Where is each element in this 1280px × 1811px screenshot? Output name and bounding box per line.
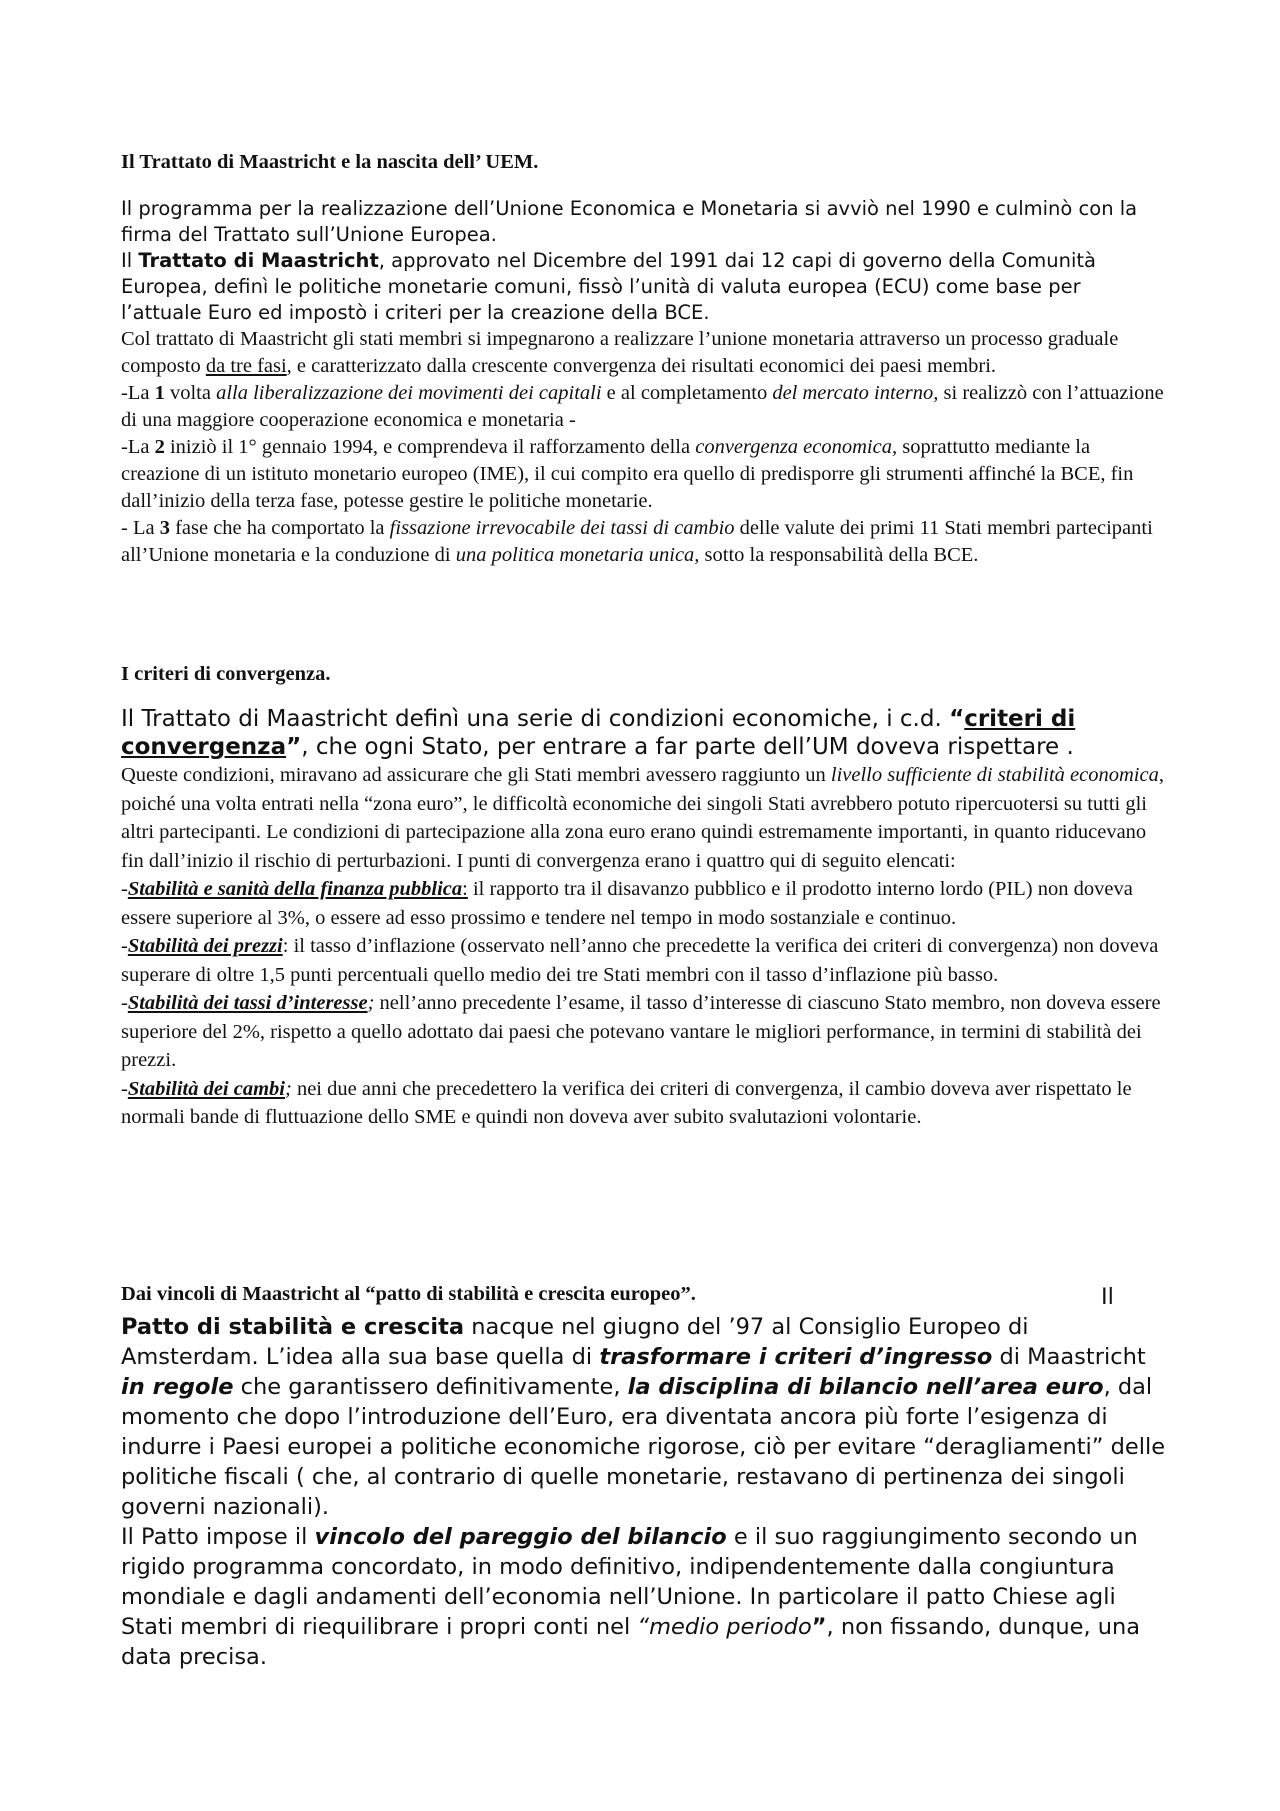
underline-criteria: criteri di convergenza xyxy=(121,706,1076,760)
section2-body xyxy=(121,705,1166,1132)
criterion-interest-rates: -Stabilità dei tassi d’interesse; nell’anno precedente l’esame, il tasso d’interesse di ciascuno Stato membro, non doveva essere superiore del 2%, rispetto a quello adottato dai paesi che potevano vantare le migliori performance, in termini di stabilità dei prezzi. xyxy=(121,992,1161,1071)
paragraph-phase-1: -La 1 volta alla liberalizzazione dei movimenti dei capitali e al completamento del mercato interno, si realizzò con l’attuazione di una maggiore cooperazione economica e monetaria - xyxy=(121,382,1164,431)
section3-body xyxy=(121,1282,1166,1672)
section-title-maastricht: Il Trattato di Maastricht e la nascita dell’ UEM. xyxy=(121,151,539,173)
paragraph-phase-3: - La 3 fase che ha comportato la fissazione irrevocabile dei tassi di cambio delle valute dei primi 11 Stati membri partecipanti all’Unione monetaria e la conduzione di una politica monetaria unica, sotto la responsabilità della BCE. xyxy=(121,517,1153,566)
paragraph-phases: Col trattato di Maastricht gli stati membri si impegnarono a realizzare l’unione monetaria attraverso un processo graduale composto da tre fasi, e caratterizzato dalla crescente convergenza dei risultati economici dei paesi membri. xyxy=(121,328,1119,377)
section-title-stability-pact: Dai vincoli di Maastricht al “patto di stabilità e crescita europeo”. xyxy=(121,1283,696,1305)
section-title-criteria: I criteri di convergenza. xyxy=(121,663,331,685)
criterion-prices: -Stabilità dei prezzi: il tasso d’inflazione (osservato nell’anno che precedette la verifica dei criteri di convergenza) non doveva superare di oltre 1,5 punti percentuali quello medio dei tre Stati membri con il tasso d’inflazione più basso. xyxy=(121,935,1159,986)
underline-three-phases: da tre fasi xyxy=(205,355,287,377)
paragraph-balance-constraint: Il Patto impose il vincolo del pareggio del bilancio e il suo raggiungimento secondo un rigido programma concordato, in modo definitivo, indipendentemente dalla congiuntura mondiale e dagli andamenti dell’economia nell’Unione. In particolare il patto Chiese agli Stati membri di riequilibrare i propri conti nel “medio periodo”, non fissando, dunque, una data precisa. xyxy=(121,1524,1141,1670)
criterion-public-finance: -Stabilità e sanità della finanza pubblica: il rapporto tra il disavanzo pubblico e il prodotto interno lordo (PIL) non doveva essere superiore al 3%, o essere ad esso prossimo e tendere nel tempo in modo sostanziale e continuo. xyxy=(121,878,1133,929)
section1-body xyxy=(121,196,1166,569)
paragraph-phase-2: -La 2 iniziò il 1° gennaio 1994, e comprendeva il rafforzamento della convergenza economica, soprattutto mediante la creazione di un istituto monetario europeo (IME), il cui compito era quello di predisporre gli strumenti affinché la BCE, fin dall’inizio della terza fase, potesse gestire le politiche monetarie. xyxy=(121,436,1134,512)
criterion-exchange-rates: -Stabilità dei cambi; nei due anni che precedettero la verifica dei criteri di convergenza, il cambio doveva aver rispettato le normali bande di fluttuazione dello SME e quindi non doveva aver subito svalutazioni volontarie. xyxy=(121,1077,1132,1128)
paragraph-treaty: Il Trattato di Maastricht, approvato nel Dicembre del 1991 dai 12 capi di governo della Comunità Europea, definì le politiche monetarie comuni, fissò l’unità di valuta europea (ECU) come base per l’attuale Euro ed impostò i criteri per la creazione della BCE. xyxy=(121,249,1096,324)
paragraph-stability-pact: Il Patto di stabilità e crescita nacque nel giugno del ’97 al Consiglio Europeo di Amsterdam. L’idea alla sua base quella di trasformare i criteri d’ingresso di Maastricht in regole che garantissero definitivamente, la disciplina di bilancio nell’area euro, dal momento che dopo l’introduzione dell’Euro, era diventata ancora più forte l’esigenza di indurre i Paesi europei a politiche economiche rigorose, ciò per evitare “deragliamenti” delle politiche fiscali ( che, al contrario di quelle monetarie, restavano di pertinenza dei singoli governi nazionali). xyxy=(121,1284,1166,1520)
paragraph-criteria-intro: Il Trattato di Maastricht definì una serie di condizioni economiche, i c.d. “criteri di convergenza”, che ogni Stato, per entrare a far parte dell’UM doveva rispettare . xyxy=(121,706,1076,760)
paragraph-program: Il programma per la realizzazione dell’Unione Economica e Monetaria si avviò nel 1990 e culminò con la firma del Trattato sull’Unione Europea. xyxy=(121,197,1138,246)
bold-treaty-name: Trattato di Maastricht xyxy=(138,249,379,272)
paragraph-conditions: Queste condizioni, miravano ad assicurare che gli Stati membri avessero raggiunto un livello sufficiente di stabilità economica, poiché una volta entrati nella “zona euro”, le difficoltà economiche dei singoli Stati avrebbero potuto ripercuotersi su tutti gli altri partecipanti. Le condizioni di partecipazione alla zona euro erano quindi estremamente importanti, in quanto riducevano fin dall’inizio il rischio di perturbazioni. I punti di convergenza erano i quattro qui di seguito elencati: xyxy=(121,764,1164,872)
